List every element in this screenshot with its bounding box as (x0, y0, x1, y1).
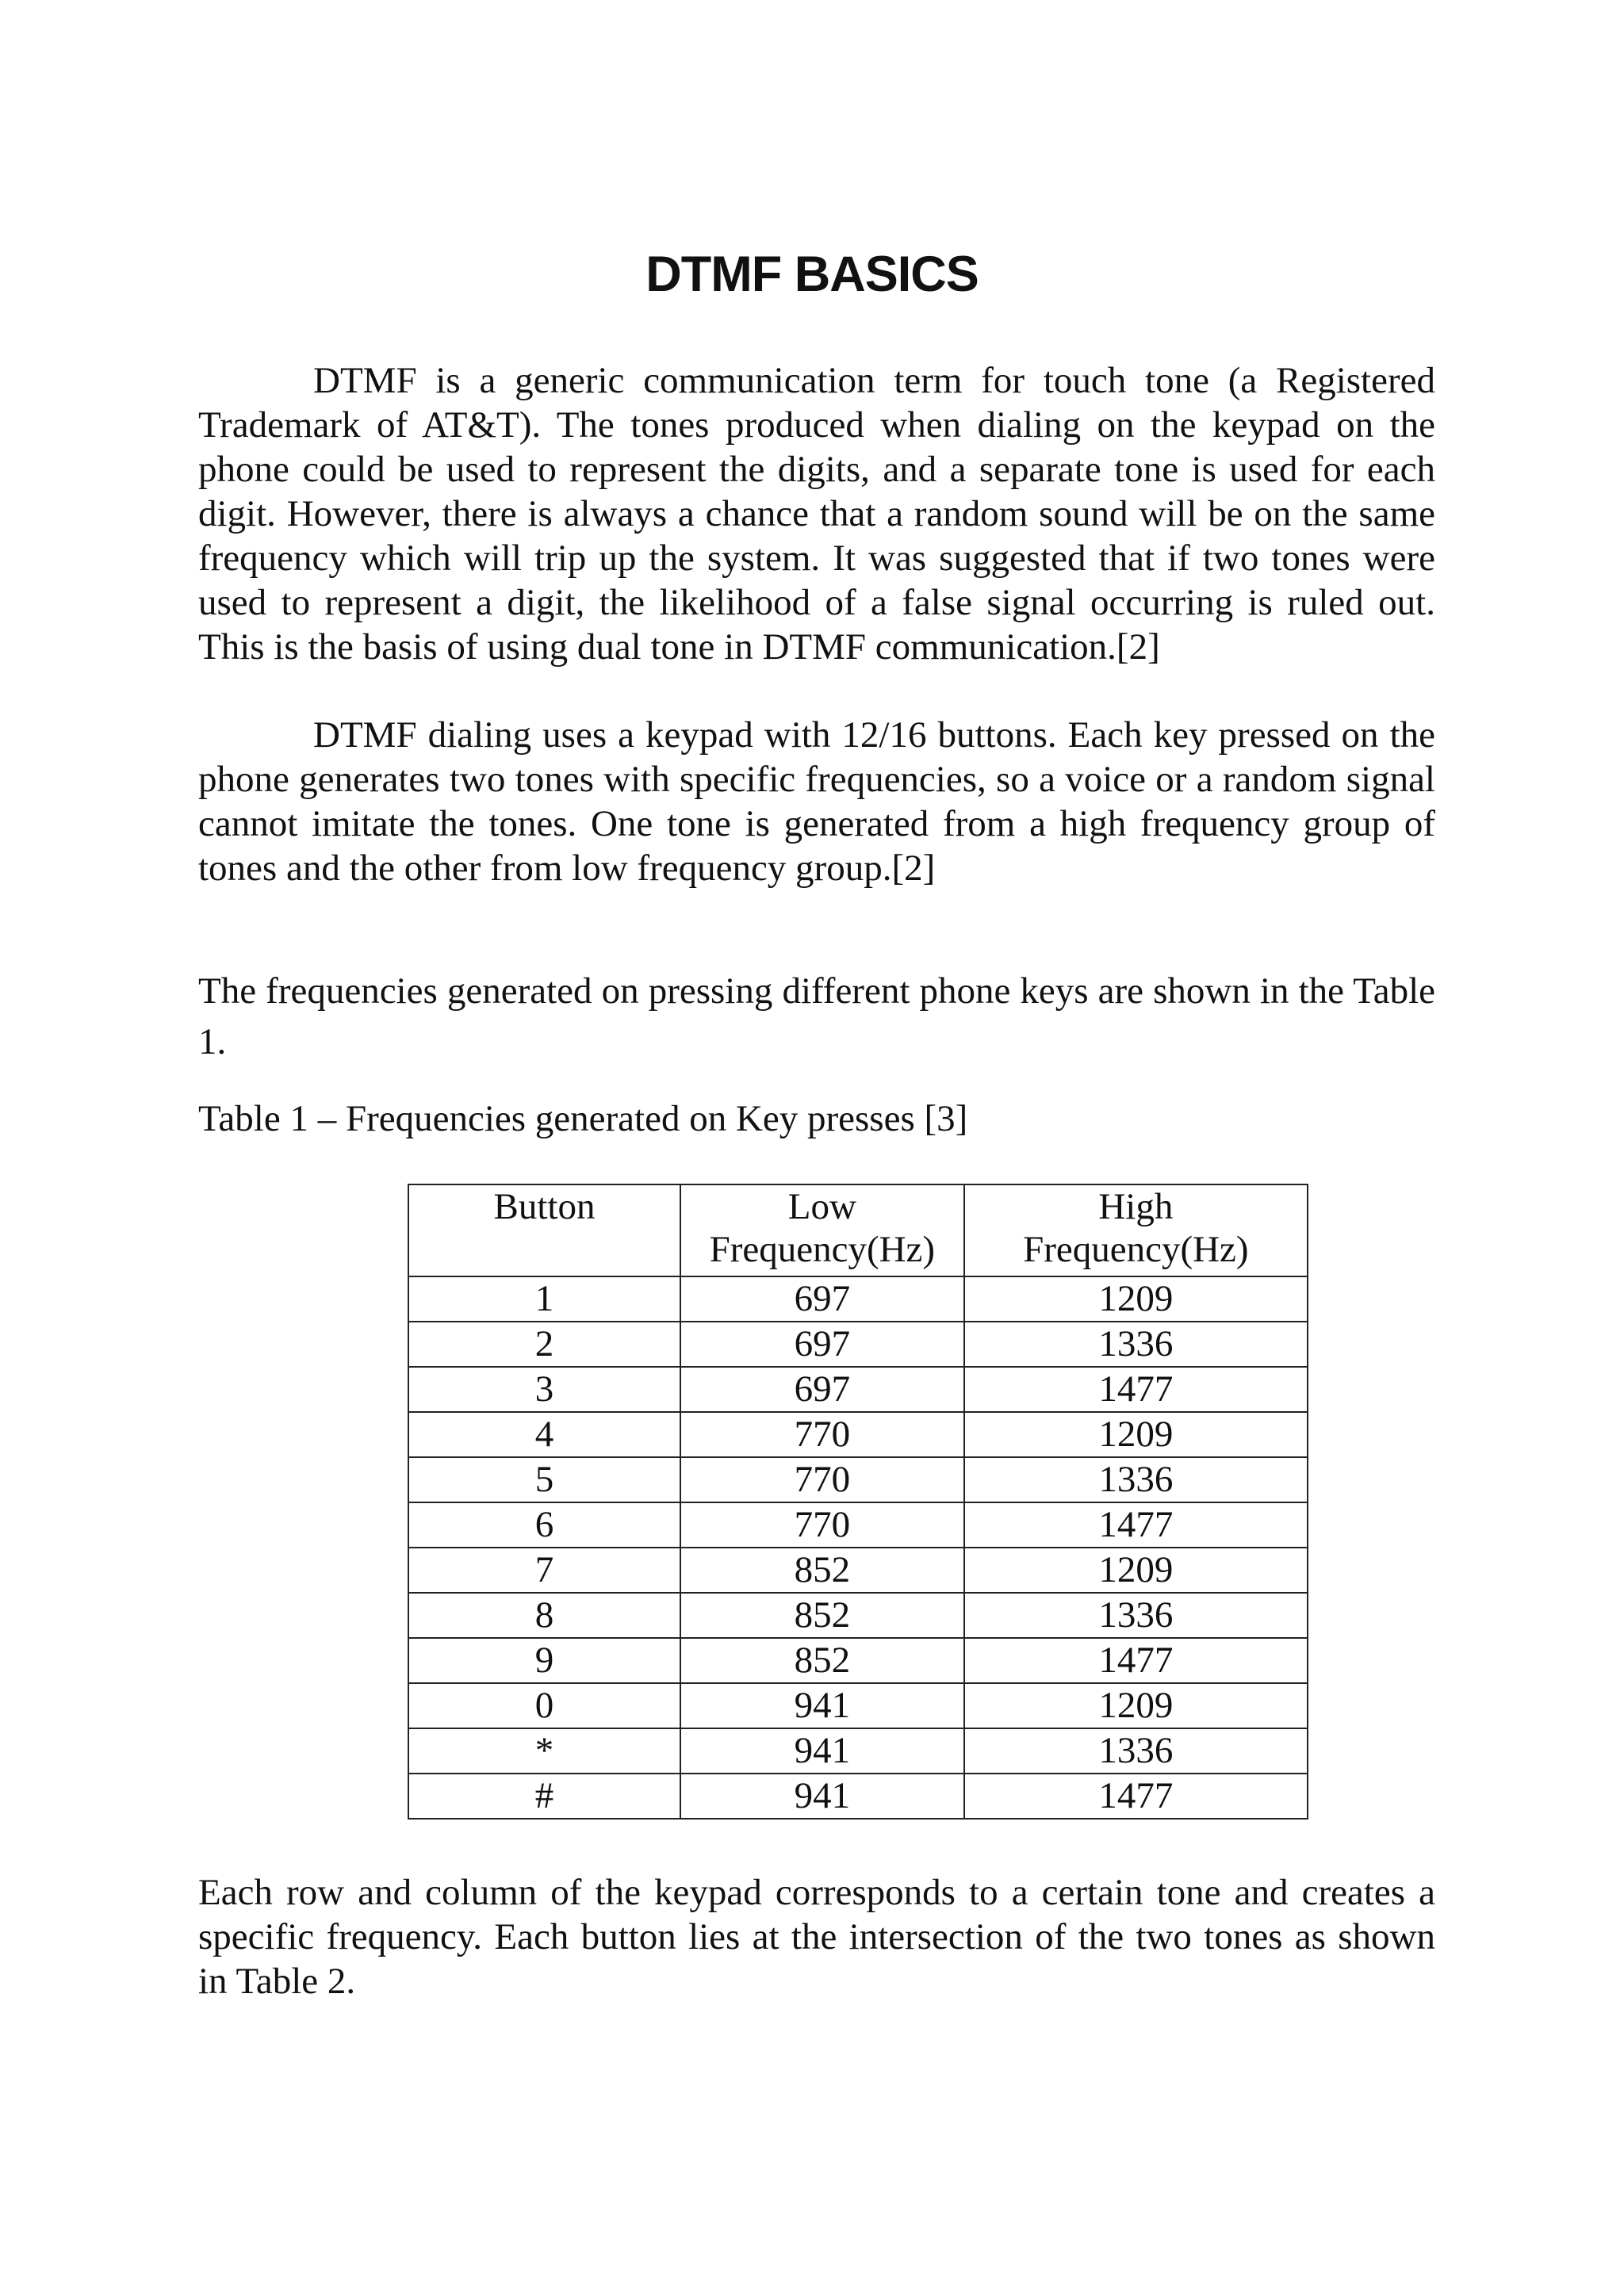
cell-high-frequency: 1477 (964, 1638, 1308, 1683)
cell-button: 6 (408, 1502, 680, 1548)
cell-button: 9 (408, 1638, 680, 1683)
cell-low-frequency: 697 (680, 1276, 964, 1322)
frequency-table (408, 1184, 1308, 1820)
cell-low-frequency: 770 (680, 1457, 964, 1502)
cell-high-frequency: 1336 (964, 1593, 1308, 1638)
paragraph-dtmf-definition: DTMF is a generic communication term for touch tone (a Registered Trademark of AT&T). The tones produced when dialing on the keypad on the phone could be used to represent the digits, and a separate tone is used for each digit. However, there is always a chance that a random sound will be on the same frequency which will trip up the system. It was suggested that if two tones were used to represent a digit, the likelihood of a false signal occurring is ruled out. This is the basis of using dual tone in DTMF communication.[2] (198, 360, 1435, 668)
table-row (408, 1276, 1308, 1322)
cell-button: 5 (408, 1457, 680, 1502)
table-row (408, 1593, 1308, 1638)
table-row (408, 1638, 1308, 1683)
header-button (408, 1184, 680, 1276)
cell-low-frequency: 852 (680, 1548, 964, 1593)
cell-high-frequency: 1477 (964, 1502, 1308, 1548)
cell-low-frequency: 852 (680, 1638, 964, 1683)
table-row (408, 1548, 1308, 1593)
cell-low-frequency: 852 (680, 1593, 964, 1638)
cell-low-frequency: 697 (680, 1367, 964, 1412)
table-row (408, 1412, 1308, 1457)
cell-low-frequency: 941 (680, 1683, 964, 1728)
paragraph-keypad-intersection: Each row and column of the keypad corresponds to a certain tone and creates a specific frequency. Each button lies at the intersection of the two tones as shown in Table 2. (198, 1872, 1435, 2002)
cell-high-frequency: 1209 (964, 1683, 1308, 1728)
cell-high-frequency: 1336 (964, 1457, 1308, 1502)
table-row (408, 1367, 1308, 1412)
frequency-table-container (408, 1184, 1308, 1820)
cell-high-frequency: 1209 (964, 1276, 1308, 1322)
header-high-frequency (964, 1184, 1308, 1276)
cell-button: 8 (408, 1593, 680, 1638)
header-low-line1: Low (787, 1186, 856, 1227)
header-high-line2: Frequency(Hz) (1023, 1229, 1249, 1270)
header-low-line2: Frequency(Hz) (709, 1229, 936, 1270)
cell-button: 1 (408, 1276, 680, 1322)
cell-high-frequency: 1336 (964, 1728, 1308, 1774)
cell-button: # (408, 1774, 680, 1819)
cell-low-frequency: 941 (680, 1774, 964, 1819)
table-caption: Table 1 – Frequencies generated on Key presses [3] (198, 1098, 968, 1139)
cell-button: 3 (408, 1367, 680, 1412)
table-row (408, 1683, 1308, 1728)
cell-high-frequency: 1477 (964, 1367, 1308, 1412)
cell-button: 7 (408, 1548, 680, 1593)
cell-low-frequency: 697 (680, 1322, 964, 1367)
table-row (408, 1774, 1308, 1819)
cell-button: 0 (408, 1683, 680, 1728)
table-row (408, 1728, 1308, 1774)
cell-low-frequency: 770 (680, 1412, 964, 1457)
paragraph-dtmf-dialing: DTMF dialing uses a keypad with 12/16 buttons. Each key pressed on the phone generates two tones with specific frequencies, so a voice or a random signal cannot imitate the tones. One tone is generated from a high frequency group of tones and the other from low frequency group.[2] (198, 714, 1435, 889)
table-header-row (408, 1184, 1308, 1276)
cell-low-frequency: 770 (680, 1502, 964, 1548)
table-row (408, 1322, 1308, 1367)
cell-button: 4 (408, 1412, 680, 1457)
header-button-label: Button (493, 1186, 596, 1227)
cell-high-frequency: 1336 (964, 1322, 1308, 1367)
cell-button: * (408, 1728, 680, 1774)
header-high-line1: High (1098, 1186, 1174, 1227)
header-low-frequency (680, 1184, 964, 1276)
cell-high-frequency: 1477 (964, 1774, 1308, 1819)
paragraph-table-intro: The frequencies generated on pressing different phone keys are shown in the Table 1. (198, 970, 1435, 1062)
cell-high-frequency: 1209 (964, 1412, 1308, 1457)
table-row (408, 1502, 1308, 1548)
cell-button: 2 (408, 1322, 680, 1367)
cell-low-frequency: 941 (680, 1728, 964, 1774)
page-title: DTMF BASICS (645, 247, 979, 302)
table-row (408, 1457, 1308, 1502)
cell-high-frequency: 1209 (964, 1548, 1308, 1593)
